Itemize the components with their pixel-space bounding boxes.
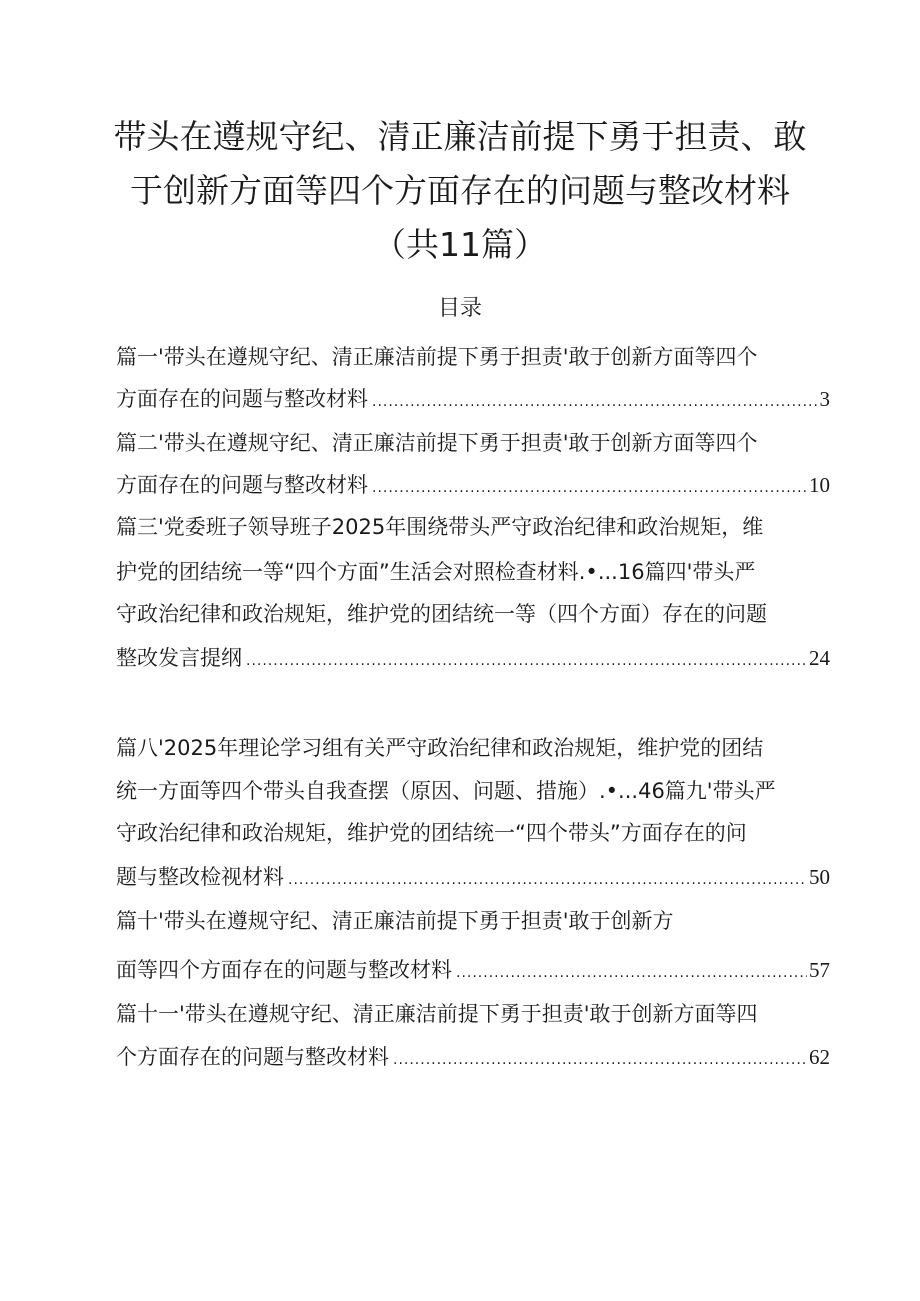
toc-entry-line[interactable] <box>116 776 830 806</box>
toc-entry-text: 整改发言提纲 <box>116 646 242 670</box>
document-title <box>100 110 820 272</box>
toc-entry-text: 个方面存在的问题与整改材料 <box>116 1045 389 1069</box>
toc-entry-text: 篇十一'带头在遵规守纪、清正廉洁前提下勇于担责'敢于创新方面等四 <box>116 1002 758 1026</box>
dot-leader <box>456 958 807 985</box>
toc-entry-text: 方面存在的问题与整改材料 <box>116 473 368 497</box>
toc-entry-line[interactable] <box>116 428 830 458</box>
toc-entry-text: 篇十'带头在遵规守纪、清正廉洁前提下勇于担责'敢于创新方 <box>116 909 674 933</box>
dot-leader <box>393 1045 807 1072</box>
toc-entry-line[interactable] <box>116 862 830 892</box>
toc-entry-line[interactable] <box>116 643 830 673</box>
toc-entry-text: 守政治纪律和政治规矩，维护党的团结统一等（四个方面）存在的问题 <box>116 602 767 626</box>
toc-entry-text: 题与整改检视材料 <box>116 865 284 889</box>
toc-page-number: 10 <box>809 473 830 497</box>
toc-entry-text: 篇一'带头在遵规守纪、清正廉洁前提下勇于担责'敢于创新方面等四个 <box>116 345 758 369</box>
toc-entry-line[interactable] <box>116 733 830 763</box>
title-line-1: 带头在遵规守纪、清正廉洁前提下勇于担责、敢 <box>113 117 807 156</box>
toc-entry-line[interactable] <box>116 512 830 542</box>
toc-entry-line[interactable] <box>116 1042 830 1072</box>
toc-entry-text: 统一方面等四个带头自我查摆（原因、问题、措施）.•...46篇九'带头严 <box>116 779 776 803</box>
toc-page-number: 3 <box>819 387 830 411</box>
toc-entry-line[interactable] <box>116 999 830 1029</box>
toc-entry-text: 面等四个方面存在的问题与整改材料 <box>116 958 452 982</box>
toc-entry-line[interactable] <box>116 470 830 500</box>
toc-page-number: 50 <box>809 865 830 889</box>
toc-entry-line[interactable] <box>116 342 830 372</box>
toc-entry-text: 方面存在的问题与整改材料 <box>116 387 368 411</box>
toc-entry-text: 守政治纪律和政治规矩，维护党的团结统一“四个带头”方面存在的问 <box>116 821 747 845</box>
dot-leader <box>246 646 807 673</box>
toc-page-number: 62 <box>809 1045 830 1069</box>
toc-entry-line[interactable] <box>116 955 830 985</box>
toc-entry-text: 篇二'带头在遵规守纪、清正廉洁前提下勇于担责'敢于创新方面等四个 <box>116 431 758 455</box>
toc-entry-text: 篇三'党委班子领导班子2025年围绕带头严守政治纪律和政治规矩，维 <box>116 515 764 539</box>
toc-entry-line[interactable] <box>116 384 830 414</box>
toc-page-number: 24 <box>809 646 830 670</box>
toc-entry-line[interactable] <box>116 599 830 629</box>
dot-leader <box>288 865 807 892</box>
toc-heading: 目录 <box>437 296 482 321</box>
toc-entry-line[interactable] <box>116 557 830 587</box>
toc-entry-line[interactable] <box>116 818 830 848</box>
toc-entry-line[interactable] <box>116 906 830 936</box>
title-line-3: （共11篇） <box>373 225 547 264</box>
dot-leader <box>372 387 818 414</box>
dot-leader <box>372 473 807 500</box>
toc-page-number: 57 <box>809 958 830 982</box>
toc-entry-text: 篇八'2025年理论学习组有关严守政治纪律和政治规矩，维护党的团结 <box>116 736 764 760</box>
title-line-2: 于创新方面等四个方面存在的问题与整改材料 <box>130 171 790 210</box>
toc-entry-text: 护党的团结统一等“四个方面”生活会对照检查材料.•...16篇四'带头严 <box>116 560 756 584</box>
